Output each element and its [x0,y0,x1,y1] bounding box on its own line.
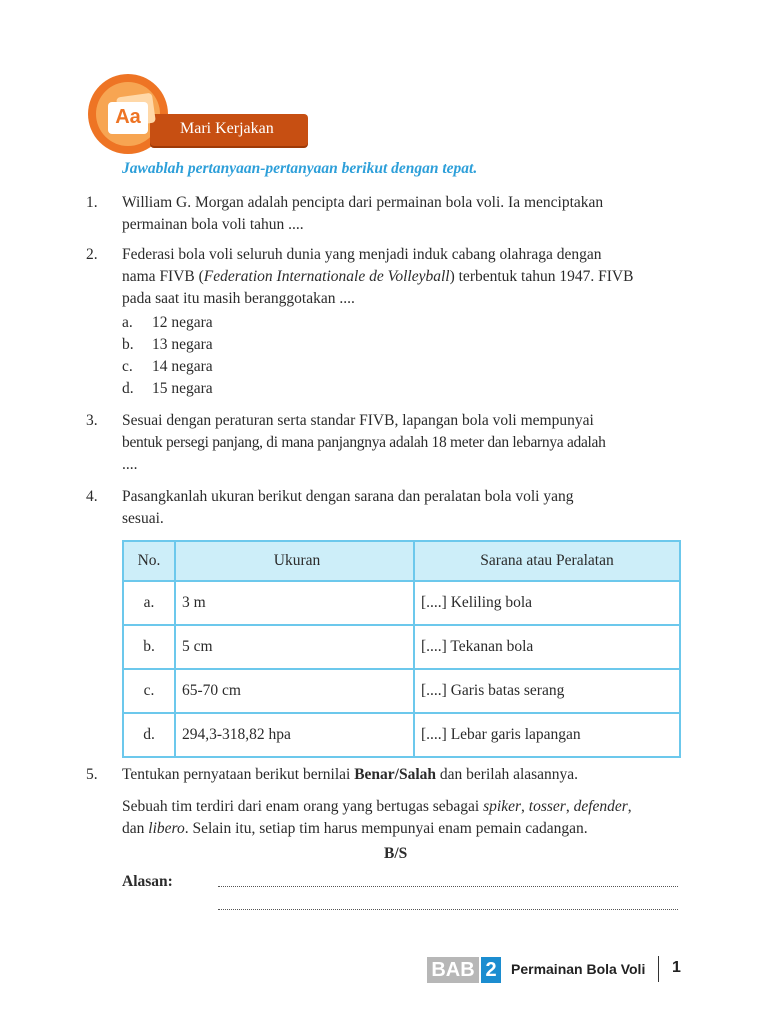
text-line: bentuk persegi panjang, di mana panjangnya adalah 18 meter dan lebarnya adalah [122,434,606,451]
row-item[interactable]: [....] Lebar garis lapangan [414,713,680,757]
option-b[interactable]: b. 13 negara [122,336,213,353]
answer-line[interactable] [218,909,678,910]
row-item[interactable]: [....] Garis batas serang [414,669,680,713]
row-no: b. [123,625,175,669]
option-d[interactable]: d. 15 negara [122,380,213,397]
bold-benar: Benar [354,766,395,783]
answer-options [122,312,213,400]
true-false-choice[interactable]: B/S [384,845,408,862]
text-span: ) terbentuk tahun 1947. FIVB [449,268,634,285]
option-a[interactable]: a. 12 negara [122,314,213,331]
aa-icon: Aa [115,106,141,128]
section-title: Mari Kerjakan [180,120,274,137]
table-header-row [123,541,680,581]
table-row [123,713,680,757]
question-number: 4. [86,488,98,505]
row-size: 65-70 cm [175,669,414,713]
chapter-number: 2 [481,957,501,983]
text-line: .... [122,456,138,473]
row-no: c. [123,669,175,713]
table-row [123,625,680,669]
text-line: dan libero. Selain itu, setiap tim harus mempunyai enam pemain cadangan. [122,820,588,837]
text-line: sesuai. [122,510,164,527]
question-2-text [122,244,682,310]
row-size: 294,3-318,82 hpa [175,713,414,757]
question-number: 5. [86,766,98,783]
text-line: Sebuah tim terdiri dari enam orang yang bertugas sebagai spiker, tosser, defender, [122,798,632,815]
text-line: Pasangkanlah ukuran berikut dengan sarana dan peralatan bola voli yang [122,488,574,505]
row-no: a. [123,581,175,625]
text-line: permainan bola voli tahun .... [122,216,304,233]
text-line: pada saat itu masih beranggotakan .... [122,290,355,307]
italic-term: Federation Internationale de Volleyball [203,268,450,285]
row-size: 3 m [175,581,414,625]
text-line: William G. Morgan adalah pencipta dari permainan bola voli. Ia menciptakan [122,194,604,211]
text-line [122,266,682,288]
chapter-badge: BAB [427,957,479,983]
table-row [123,581,680,625]
footer-divider [658,956,659,982]
header-sarana: Sarana atau Peralatan [414,541,680,581]
text-span: nama FIVB ( [122,268,204,285]
instruction-heading: Jawablah pertanyaan-pertanyaan berikut dengan tepat. [122,160,478,177]
question-number: 1. [86,194,98,211]
statement-text [122,796,682,840]
answer-line[interactable] [218,886,678,887]
table-row [123,669,680,713]
header-ukuran: Ukuran [175,541,414,581]
question-5-text: Tentukan pernyataan berikut bernilai Benar/Salah dan berilah alasannya. [122,766,579,783]
page-number: 1 [672,959,681,976]
row-size: 5 cm [175,625,414,669]
question-number: 3. [86,412,98,429]
bold-salah: Salah [398,766,437,783]
chapter-title: Permainan Bola Voli [511,961,646,977]
matching-table [122,540,681,758]
row-no: d. [123,713,175,757]
row-item[interactable]: [....] Tekanan bola [414,625,680,669]
question-3-text [122,410,682,476]
row-item[interactable]: [....] Keliling bola [414,581,680,625]
header-no: No. [123,541,175,581]
question-4-text [122,486,682,530]
option-c[interactable]: c. 14 negara [122,358,213,375]
question-1-text [122,192,682,236]
text-line: Sesuai dengan peraturan serta standar FIVB, lapangan bola voli mempunyai [122,412,594,429]
reason-label: Alasan: [122,873,173,890]
question-number: 2. [86,246,98,263]
text-line: Federasi bola voli seluruh dunia yang menjadi induk cabang olahraga dengan [122,246,602,263]
